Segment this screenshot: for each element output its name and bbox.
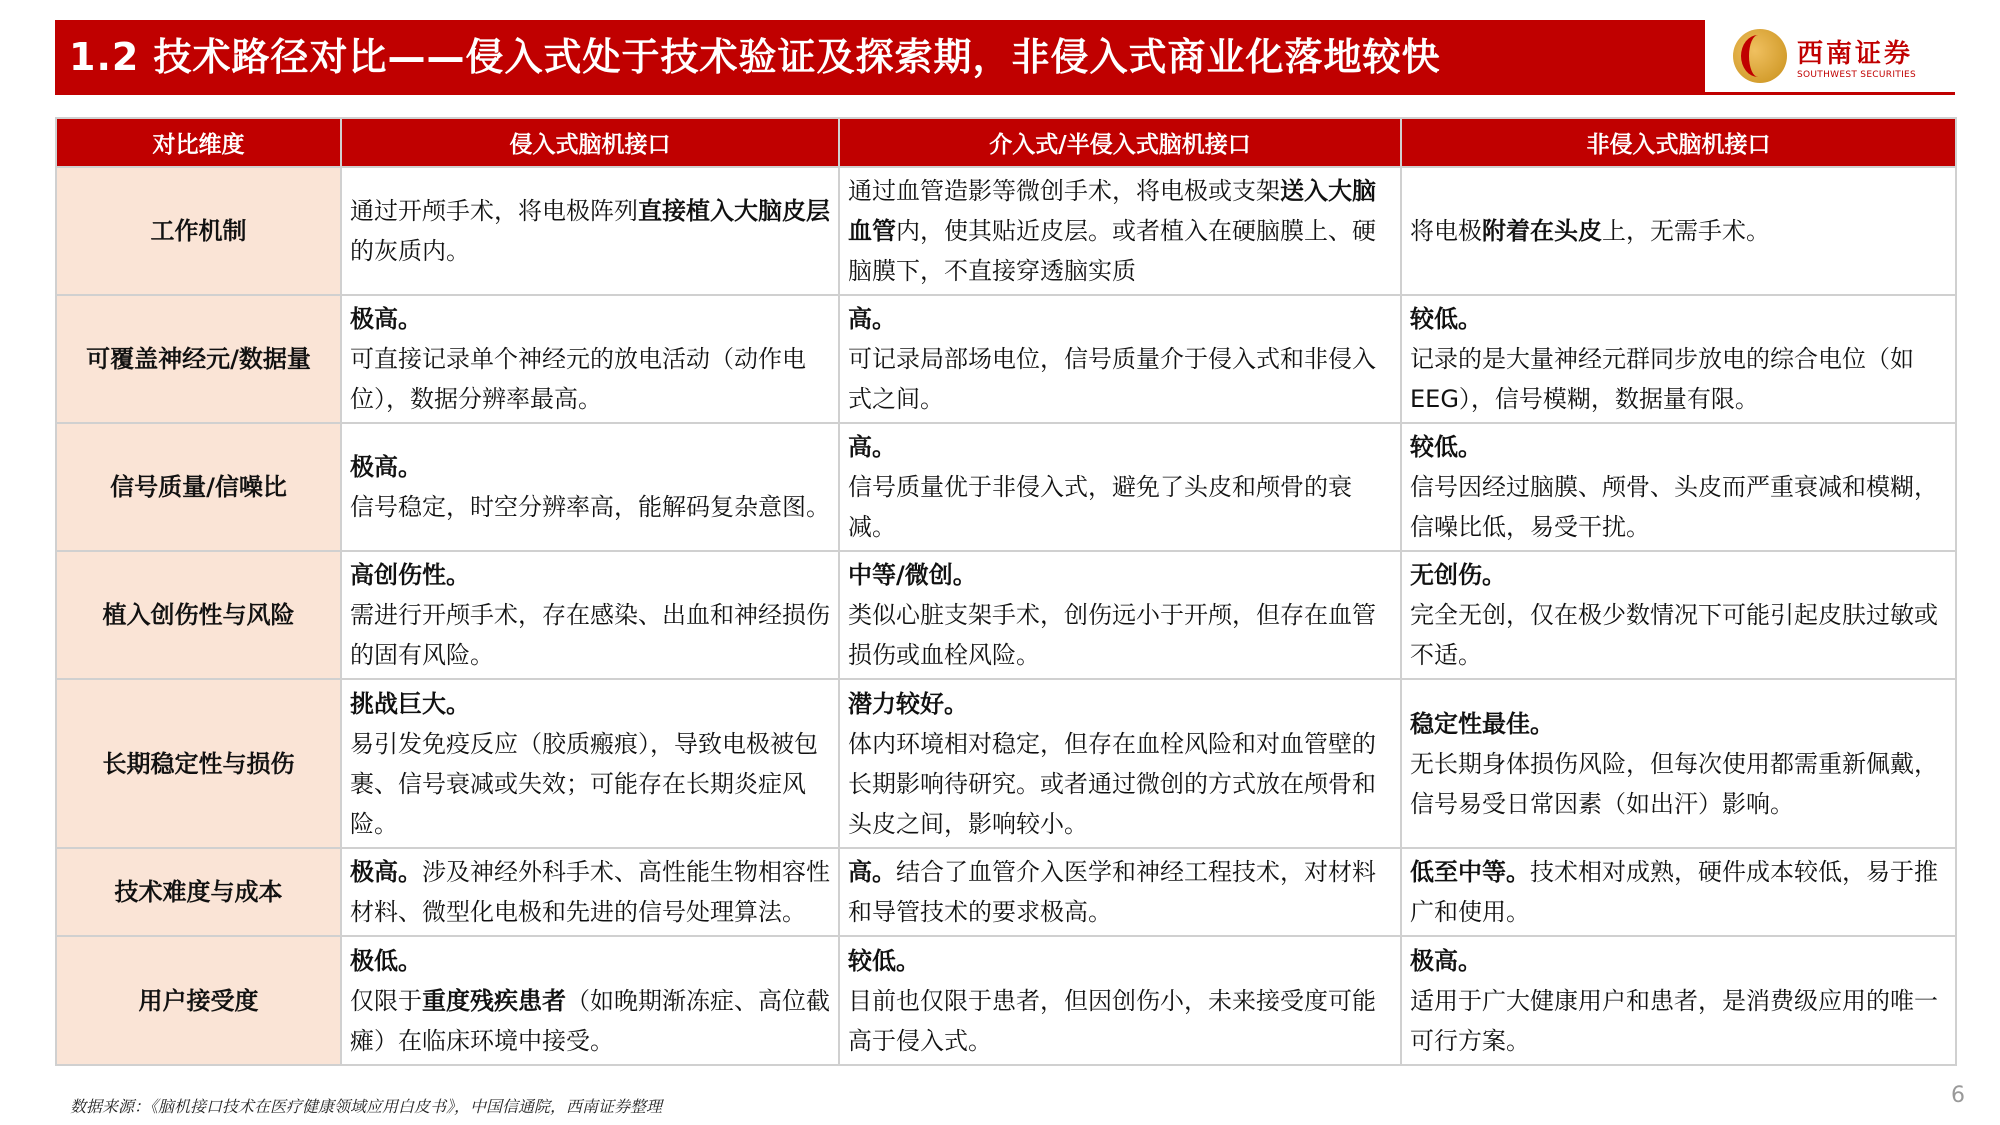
emphasis-text: 高。 — [848, 305, 896, 333]
cell-text: 记录的是大量神经元群同步放电的综合电位（如EEG），信号模糊，数据量有限。 — [1410, 345, 1914, 413]
logo-cn: 西南证券 — [1797, 38, 1914, 69]
page-number: 6 — [1951, 1083, 1965, 1108]
cell-text: 上，无需手术。 — [1602, 217, 1770, 245]
emphasis-text: 极低。 — [350, 946, 422, 975]
title-underline — [55, 92, 1955, 95]
column-header: 侵入式脑机接口 — [341, 118, 839, 167]
table-row — [56, 167, 1956, 295]
table-cell — [341, 295, 839, 423]
emphasis-text: 送入大脑血管 — [848, 177, 1376, 245]
dimension-label: 植入创伤性与风险 — [56, 551, 341, 679]
slide-title: 1.2 技术路径对比——侵入式处于技术验证及探索期，非侵入式商业化落地较快 — [55, 20, 1705, 95]
emphasis-text: 极高。 — [350, 858, 422, 886]
table-cell — [1401, 551, 1956, 679]
table-row — [56, 848, 1956, 936]
emphasis-text: 直接植入大脑皮层 — [638, 197, 830, 225]
table-cell — [341, 848, 839, 936]
table-cell — [341, 551, 839, 679]
emphasis-text: 较低。 — [848, 946, 920, 975]
table-row — [56, 551, 1956, 679]
cell-text: 目前也仅限于患者，但因创伤小，未来接受度可能高于侵入式。 — [848, 986, 1376, 1055]
logo-en: SOUTHWEST SECURITIES — [1797, 69, 1917, 80]
cell-text: （如晚期渐冻症、高位截瘫）在临床环境中接受。 — [350, 986, 830, 1055]
table-cell — [341, 936, 839, 1065]
cell-text: 技术相对成熟，硬件成本较低，易于推广和使用。 — [1410, 858, 1938, 926]
table-row — [56, 295, 1956, 423]
cell-text: 通过开颅手术，将电极阵列 — [350, 197, 638, 225]
dimension-label: 技术难度与成本 — [56, 848, 341, 936]
cell-text: 适用于广大健康用户和患者，是消费级应用的唯一可行方案。 — [1410, 986, 1938, 1055]
cell-text: 涉及神经外科手术、高性能生物相容性材料、微型化电极和先进的信号处理算法。 — [350, 858, 830, 926]
cell-text: 结合了血管介入医学和神经工程技术，对材料和导管技术的要求极高。 — [848, 858, 1376, 926]
emphasis-text: 无创伤。 — [1410, 561, 1506, 589]
emphasis-text: 较低。 — [1410, 305, 1482, 333]
dimension-label: 可覆盖神经元/数据量 — [56, 295, 341, 423]
cell-text: 易引发免疫反应（胶质瘢痕），导致电极被包裹、信号衰减或失效；可能存在长期炎症风险。 — [350, 729, 818, 838]
cell-text: 通过血管造影等微创手术，将电极或支架 — [848, 177, 1280, 205]
table-cell — [839, 423, 1401, 551]
table-cell — [1401, 167, 1956, 295]
cell-text: 可直接记录单个神经元的放电活动（动作电位），数据分辨率最高。 — [350, 345, 806, 413]
emphasis-text: 稳定性最佳。 — [1410, 709, 1554, 738]
table-row — [56, 679, 1956, 848]
column-header: 对比维度 — [56, 118, 341, 167]
dimension-label: 工作机制 — [56, 167, 341, 295]
cell-text: 将电极 — [1410, 217, 1482, 245]
table-cell — [839, 295, 1401, 423]
emphasis-text: 高创伤性。 — [350, 561, 470, 589]
table-cell — [1401, 295, 1956, 423]
table-cell — [1401, 936, 1956, 1065]
table-cell — [839, 936, 1401, 1065]
table-cell — [1401, 423, 1956, 551]
dimension-label: 信号质量/信噪比 — [56, 423, 341, 551]
table-cell — [341, 167, 839, 295]
data-source-note: 数据来源：《脑机接口技术在医疗健康领域应用白皮书》，中国信通院，西南证券整理 — [70, 1097, 663, 1116]
emphasis-text: 极高。 — [350, 453, 422, 481]
column-header: 介入式/半侵入式脑机接口 — [839, 118, 1401, 167]
cell-text: 可记录局部场电位，信号质量介于侵入式和非侵入式之间。 — [848, 345, 1376, 413]
emphasis-text: 高。 — [848, 433, 896, 461]
table-cell — [839, 848, 1401, 936]
comparison-table — [55, 117, 1957, 1066]
table-cell — [341, 423, 839, 551]
table-cell — [1401, 848, 1956, 936]
table-cell — [341, 679, 839, 848]
cell-text: 体内环境相对稳定，但存在血栓风险和对血管壁的长期影响待研究。或者通过微创的方式放在颅骨和头皮之间，影响较小。 — [848, 729, 1376, 838]
logo-mark-icon — [1733, 29, 1787, 83]
table-cell — [839, 167, 1401, 295]
cell-text: 无长期身体损伤风险，但每次使用都需重新佩戴，信号易受日常因素（如出汗）影响。 — [1410, 749, 1938, 818]
emphasis-text: 较低。 — [1410, 433, 1482, 461]
company-logo — [1705, 20, 1955, 92]
dimension-label: 长期稳定性与损伤 — [56, 679, 341, 848]
cell-text: 的灰质内。 — [350, 237, 470, 265]
cell-text: 信号稳定，时空分辨率高，能解码复杂意图。 — [350, 493, 830, 521]
table-row — [56, 423, 1956, 551]
emphasis-text: 低至中等。 — [1410, 858, 1530, 886]
emphasis-text: 高。 — [848, 858, 896, 886]
cell-text: 仅限于 — [350, 986, 422, 1015]
table-cell — [839, 551, 1401, 679]
emphasis-text: 中等/微创。 — [848, 561, 977, 589]
table-cell — [839, 679, 1401, 848]
emphasis-text: 极高。 — [350, 305, 422, 333]
cell-text: 信号因经过脑膜、颅骨、头皮而严重衰减和模糊，信噪比低，易受干扰。 — [1410, 473, 1938, 541]
emphasis-text: 挑战巨大。 — [350, 689, 470, 718]
emphasis-text: 极高。 — [1410, 946, 1482, 975]
cell-text: 类似心脏支架手术，创伤远小于开颅，但存在血管损伤或血栓风险。 — [848, 601, 1376, 669]
column-header: 非侵入式脑机接口 — [1401, 118, 1956, 167]
dimension-label: 用户接受度 — [56, 936, 341, 1065]
emphasis-text: 附着在头皮 — [1482, 217, 1602, 245]
table-header-row — [56, 118, 1956, 167]
table-cell — [1401, 679, 1956, 848]
cell-text: 内，使其贴近皮层。或者植入在硬脑膜上、硬脑膜下，不直接穿透脑实质 — [848, 217, 1376, 285]
cell-text: 信号质量优于非侵入式，避免了头皮和颅骨的衰减。 — [848, 473, 1352, 541]
emphasis-text: 重度残疾患者 — [422, 986, 566, 1015]
emphasis-text: 潜力较好。 — [848, 689, 968, 718]
cell-text: 完全无创，仅在极少数情况下可能引起皮肤过敏或不适。 — [1410, 601, 1938, 669]
table-row — [56, 936, 1956, 1065]
cell-text: 需进行开颅手术，存在感染、出血和神经损伤的固有风险。 — [350, 601, 830, 669]
